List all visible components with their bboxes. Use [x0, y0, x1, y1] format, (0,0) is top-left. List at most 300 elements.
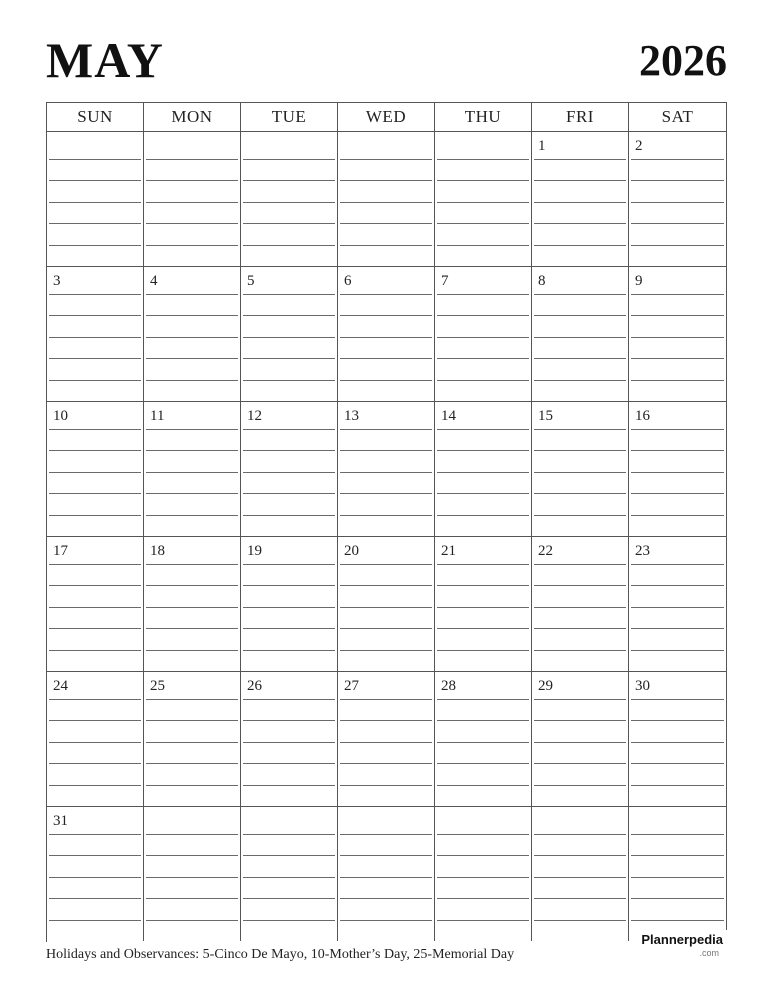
writing-line [243, 180, 335, 181]
writing-line [146, 650, 238, 651]
writing-line [49, 202, 141, 203]
day-number: 29 [538, 678, 553, 694]
writing-line [243, 472, 335, 473]
day-cell [144, 132, 241, 266]
writing-line [340, 429, 432, 430]
writing-line [437, 180, 529, 181]
writing-line [437, 834, 529, 835]
day-number: 17 [53, 543, 68, 559]
day-number: 7 [441, 273, 449, 289]
writing-line [49, 650, 141, 651]
writing-line [340, 159, 432, 160]
writing-line [437, 785, 529, 786]
writing-line [49, 877, 141, 878]
writing-line [146, 202, 238, 203]
writing-line [146, 180, 238, 181]
writing-line [340, 650, 432, 651]
writing-line [146, 380, 238, 381]
writing-line [146, 742, 238, 743]
writing-line [146, 564, 238, 565]
day-cell [144, 672, 241, 806]
writing-line [49, 628, 141, 629]
writing-line [534, 742, 626, 743]
writing-line [243, 763, 335, 764]
day-cell [241, 402, 338, 536]
day-cell [532, 537, 629, 671]
day-number: 10 [53, 408, 68, 424]
writing-line [437, 493, 529, 494]
writing-line [49, 450, 141, 451]
writing-line [437, 294, 529, 295]
writing-line [49, 742, 141, 743]
day-number: 27 [344, 678, 359, 694]
writing-line [340, 202, 432, 203]
writing-line [534, 450, 626, 451]
day-number: 16 [635, 408, 650, 424]
writing-line [340, 607, 432, 608]
day-cell [435, 672, 532, 806]
writing-line [631, 380, 724, 381]
writing-line [437, 720, 529, 721]
writing-line [631, 763, 724, 764]
day-cell [47, 402, 144, 536]
writing-line [243, 429, 335, 430]
writing-line [534, 294, 626, 295]
writing-line [534, 877, 626, 878]
writing-line [340, 855, 432, 856]
writing-line [49, 515, 141, 516]
writing-line [631, 699, 724, 700]
writing-line [437, 585, 529, 586]
day-number: 9 [635, 273, 643, 289]
writing-line [340, 450, 432, 451]
writing-line [534, 628, 626, 629]
writing-line [437, 855, 529, 856]
writing-line [534, 180, 626, 181]
writing-line [340, 699, 432, 700]
day-number: 11 [150, 408, 165, 424]
weekday-thu: THU [435, 103, 532, 131]
writing-line [340, 877, 432, 878]
holidays-note: Holidays and Observances: 5-Cinco De Mayo, 10-Mother’s Day, 25-Memorial Day [46, 947, 515, 962]
weekday-fri: FRI [532, 103, 629, 131]
day-number: 6 [344, 273, 352, 289]
day-cell [338, 807, 435, 941]
writing-line [49, 223, 141, 224]
day-number: 2 [635, 138, 643, 154]
brand-name: Plannerpedia [641, 932, 723, 947]
weekday-tue: TUE [241, 103, 338, 131]
writing-line [49, 337, 141, 338]
writing-line [631, 223, 724, 224]
day-cell [241, 672, 338, 806]
writing-line [49, 294, 141, 295]
day-number: 18 [150, 543, 165, 559]
week-row [47, 402, 726, 537]
writing-line [534, 834, 626, 835]
writing-line [243, 699, 335, 700]
day-number: 13 [344, 408, 359, 424]
writing-line [340, 628, 432, 629]
writing-line [534, 202, 626, 203]
writing-line [631, 202, 724, 203]
writing-line [340, 380, 432, 381]
day-cell [629, 267, 726, 401]
writing-line [49, 763, 141, 764]
day-cell [435, 132, 532, 266]
writing-line [340, 564, 432, 565]
day-cell [47, 807, 144, 941]
writing-line [146, 450, 238, 451]
writing-line [49, 358, 141, 359]
day-cell [144, 537, 241, 671]
weekday-mon: MON [144, 103, 241, 131]
writing-line [146, 294, 238, 295]
writing-line [243, 607, 335, 608]
writing-line [146, 515, 238, 516]
day-cell [532, 672, 629, 806]
day-cell [47, 672, 144, 806]
day-cell [435, 807, 532, 941]
writing-line [534, 920, 626, 921]
day-cell [144, 267, 241, 401]
writing-line [631, 358, 724, 359]
writing-line [631, 429, 724, 430]
writing-line [437, 472, 529, 473]
writing-line [49, 699, 141, 700]
day-cell [532, 132, 629, 266]
writing-line [631, 628, 724, 629]
day-cell [435, 402, 532, 536]
weekday-wed: WED [338, 103, 435, 131]
writing-line [340, 920, 432, 921]
writing-line [437, 763, 529, 764]
writing-line [534, 515, 626, 516]
writing-line [437, 607, 529, 608]
writing-line [243, 564, 335, 565]
calendar-grid [46, 102, 727, 942]
writing-line [631, 450, 724, 451]
writing-line [631, 855, 724, 856]
writing-line [340, 245, 432, 246]
day-number: 21 [441, 543, 456, 559]
writing-line [340, 785, 432, 786]
writing-line [534, 650, 626, 651]
writing-line [437, 450, 529, 451]
writing-line [243, 650, 335, 651]
writing-line [631, 515, 724, 516]
day-cell [338, 132, 435, 266]
day-number: 24 [53, 678, 68, 694]
day-number: 31 [53, 813, 68, 829]
writing-line [146, 358, 238, 359]
writing-line [49, 720, 141, 721]
day-cell [532, 402, 629, 536]
writing-line [534, 315, 626, 316]
day-cell [532, 807, 629, 941]
day-number: 23 [635, 543, 650, 559]
writing-line [437, 202, 529, 203]
writing-line [437, 358, 529, 359]
writing-line [437, 564, 529, 565]
writing-line [146, 877, 238, 878]
writing-line [146, 763, 238, 764]
writing-line [437, 245, 529, 246]
writing-line [146, 607, 238, 608]
day-number: 19 [247, 543, 262, 559]
writing-line [340, 358, 432, 359]
writing-line [437, 877, 529, 878]
writing-line [243, 450, 335, 451]
brand-tld: .com [699, 948, 719, 958]
writing-line [49, 245, 141, 246]
day-number: 26 [247, 678, 262, 694]
weekday-sat: SAT [661, 107, 694, 126]
writing-line [631, 294, 724, 295]
writing-line [146, 472, 238, 473]
day-number: 8 [538, 273, 546, 289]
writing-line [243, 515, 335, 516]
writing-line [534, 763, 626, 764]
writing-line [49, 834, 141, 835]
writing-line [146, 898, 238, 899]
writing-line [631, 180, 724, 181]
writing-line [243, 785, 335, 786]
writing-line [243, 742, 335, 743]
writing-line [534, 159, 626, 160]
writing-line [437, 223, 529, 224]
writing-line [534, 380, 626, 381]
writing-line [49, 898, 141, 899]
writing-line [146, 585, 238, 586]
day-cell [435, 267, 532, 401]
writing-line [340, 223, 432, 224]
writing-line [534, 607, 626, 608]
writing-line [49, 380, 141, 381]
day-cell [47, 267, 144, 401]
day-cell [241, 537, 338, 671]
writing-line [534, 585, 626, 586]
writing-line [146, 920, 238, 921]
week-row [47, 267, 726, 402]
writing-line [243, 380, 335, 381]
writing-line [534, 898, 626, 899]
writing-line [437, 429, 529, 430]
writing-line [534, 564, 626, 565]
writing-line [534, 245, 626, 246]
writing-line [631, 877, 724, 878]
day-number: 14 [441, 408, 456, 424]
weeks-container [47, 132, 726, 941]
day-cell [629, 402, 726, 536]
writing-line [49, 315, 141, 316]
writing-line [243, 585, 335, 586]
writing-line [631, 564, 724, 565]
writing-line [243, 315, 335, 316]
writing-line [534, 358, 626, 359]
day-number: 4 [150, 273, 158, 289]
day-number: 5 [247, 273, 255, 289]
day-number: 28 [441, 678, 456, 694]
writing-line [146, 628, 238, 629]
writing-line [631, 472, 724, 473]
week-row [47, 537, 726, 672]
month-title: MAY [46, 32, 164, 88]
day-cell [338, 672, 435, 806]
writing-line [49, 920, 141, 921]
day-cell [629, 672, 726, 806]
writing-line [631, 785, 724, 786]
weekday-header-row [47, 103, 726, 132]
writing-line [437, 380, 529, 381]
writing-line [437, 628, 529, 629]
writing-line [340, 834, 432, 835]
writing-line [534, 785, 626, 786]
writing-line [631, 720, 724, 721]
writing-line [243, 294, 335, 295]
writing-line [631, 898, 724, 899]
writing-line [243, 202, 335, 203]
writing-line [631, 650, 724, 651]
writing-line [340, 294, 432, 295]
week-row [47, 807, 726, 941]
writing-line [49, 585, 141, 586]
day-number: 22 [538, 543, 553, 559]
writing-line [437, 920, 529, 921]
day-number: 3 [53, 273, 61, 289]
writing-line [243, 877, 335, 878]
writing-line [49, 429, 141, 430]
writing-line [243, 337, 335, 338]
writing-line [243, 628, 335, 629]
day-cell [47, 132, 144, 266]
day-cell [435, 537, 532, 671]
writing-line [534, 429, 626, 430]
day-cell [47, 537, 144, 671]
writing-line [631, 337, 724, 338]
writing-line [631, 742, 724, 743]
day-cell [241, 132, 338, 266]
writing-line [534, 855, 626, 856]
writing-line [49, 472, 141, 473]
writing-line [146, 337, 238, 338]
writing-line [437, 898, 529, 899]
writing-line [534, 472, 626, 473]
writing-line [534, 223, 626, 224]
writing-line [340, 742, 432, 743]
writing-line [243, 720, 335, 721]
day-cell [629, 132, 726, 266]
writing-line [146, 159, 238, 160]
writing-line [243, 834, 335, 835]
writing-line [146, 493, 238, 494]
writing-line [340, 337, 432, 338]
writing-line [146, 699, 238, 700]
writing-line [437, 337, 529, 338]
writing-line [631, 315, 724, 316]
day-cell [629, 807, 726, 941]
writing-line [631, 920, 724, 921]
writing-line [243, 855, 335, 856]
writing-line [49, 180, 141, 181]
writing-line [243, 358, 335, 359]
writing-line [631, 585, 724, 586]
weekday-sun: SUN [47, 103, 144, 131]
writing-line [534, 699, 626, 700]
writing-line [146, 834, 238, 835]
writing-line [437, 315, 529, 316]
year-title: 2026 [639, 36, 727, 85]
day-number: 15 [538, 408, 553, 424]
writing-line [534, 337, 626, 338]
writing-line [340, 472, 432, 473]
writing-line [340, 493, 432, 494]
writing-line [146, 315, 238, 316]
writing-line [631, 245, 724, 246]
day-cell [338, 267, 435, 401]
writing-line [49, 564, 141, 565]
writing-line [49, 607, 141, 608]
writing-line [49, 855, 141, 856]
writing-line [146, 855, 238, 856]
writing-line [340, 763, 432, 764]
writing-line [631, 159, 724, 160]
day-number: 30 [635, 678, 650, 694]
day-cell [629, 537, 726, 671]
writing-line [146, 245, 238, 246]
writing-line [49, 159, 141, 160]
writing-line [631, 493, 724, 494]
writing-line [631, 607, 724, 608]
writing-line [340, 720, 432, 721]
writing-line [243, 159, 335, 160]
writing-line [631, 834, 724, 835]
writing-line [437, 650, 529, 651]
brand-logo [633, 930, 727, 958]
writing-line [243, 920, 335, 921]
day-cell [338, 537, 435, 671]
writing-line [340, 315, 432, 316]
day-cell [338, 402, 435, 536]
day-cell [241, 267, 338, 401]
writing-line [534, 493, 626, 494]
writing-line [243, 898, 335, 899]
writing-line [437, 159, 529, 160]
writing-line [340, 180, 432, 181]
writing-line [437, 515, 529, 516]
week-row [47, 132, 726, 267]
day-number: 25 [150, 678, 165, 694]
day-number: 12 [247, 408, 262, 424]
writing-line [243, 245, 335, 246]
writing-line [340, 898, 432, 899]
writing-line [146, 429, 238, 430]
writing-line [340, 585, 432, 586]
day-cell [241, 807, 338, 941]
writing-line [534, 720, 626, 721]
writing-line [49, 493, 141, 494]
writing-line [146, 720, 238, 721]
writing-line [146, 223, 238, 224]
day-cell [144, 807, 241, 941]
writing-line [437, 699, 529, 700]
week-row [47, 672, 726, 807]
day-cell [144, 402, 241, 536]
writing-line [243, 493, 335, 494]
writing-line [437, 742, 529, 743]
writing-line [49, 785, 141, 786]
day-cell [532, 267, 629, 401]
